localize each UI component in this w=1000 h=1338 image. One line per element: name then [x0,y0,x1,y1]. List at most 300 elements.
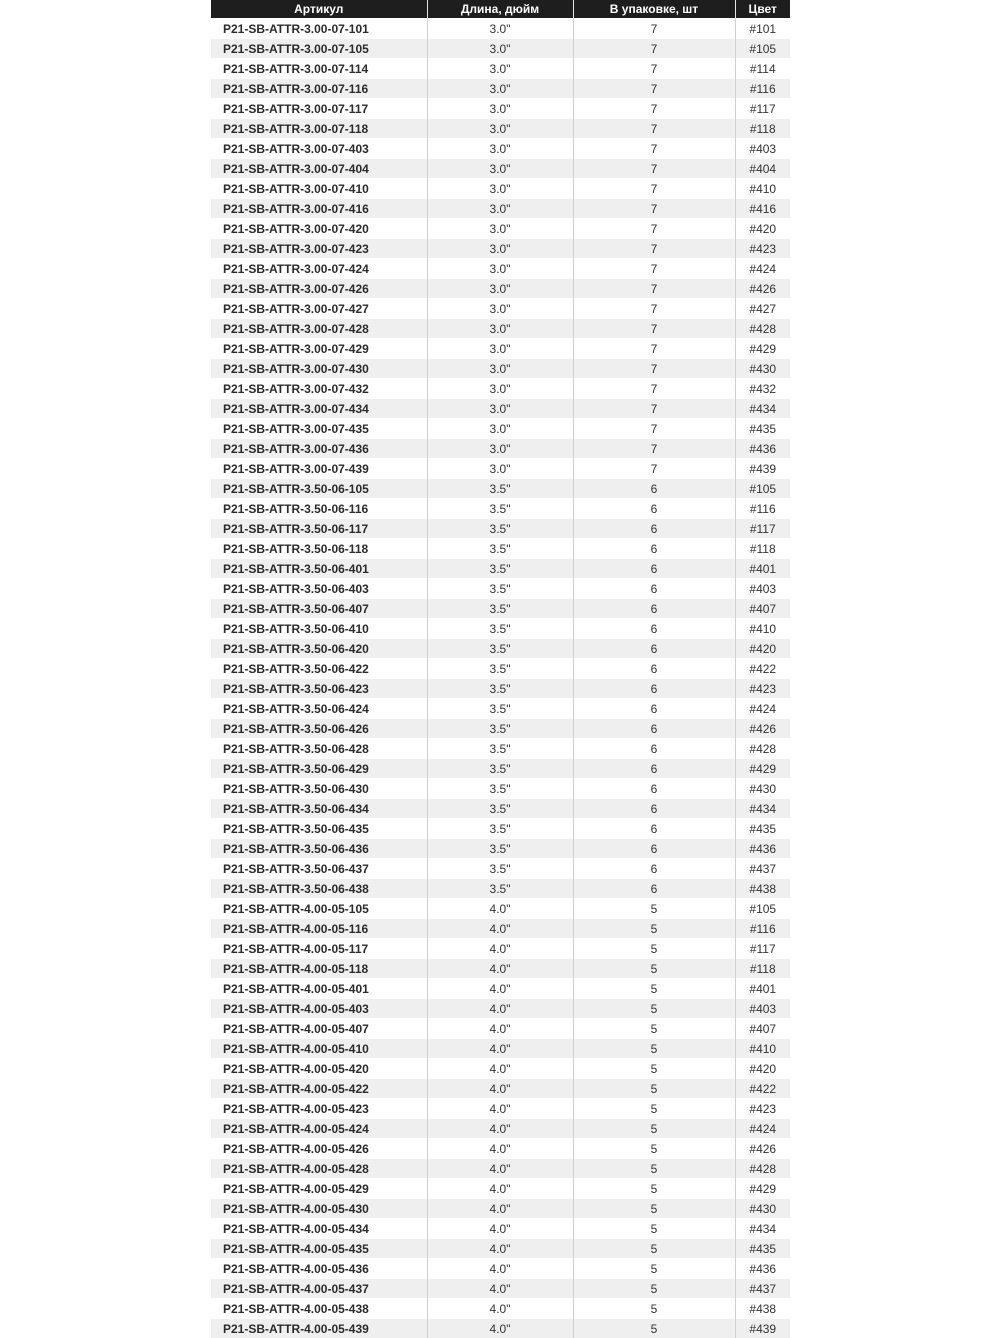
cell-pack-quantity: 5 [573,1059,735,1079]
table-row [211,159,790,179]
cell-pack-quantity: 6 [573,759,735,779]
cell-color: #401 [735,559,790,579]
cell-length: 3.5" [427,799,573,819]
cell-sku: P21-SB-ATTR-3.50-06-429 [211,759,427,779]
cell-pack-quantity: 7 [573,439,735,459]
table-row [211,539,790,559]
cell-color: #420 [735,219,790,239]
cell-sku: P21-SB-ATTR-3.00-07-114 [211,59,427,79]
table-row [211,1059,790,1079]
table-row [211,659,790,679]
table-row [211,239,790,259]
table-row [211,799,790,819]
cell-length: 4.0" [427,1159,573,1179]
cell-sku: P21-SB-ATTR-4.00-05-430 [211,1199,427,1219]
cell-color: #426 [735,1139,790,1159]
cell-pack-quantity: 7 [573,219,735,239]
table-row [211,839,790,859]
cell-pack-quantity: 7 [573,339,735,359]
table-row [211,999,790,1019]
table-row [211,759,790,779]
cell-pack-quantity: 5 [573,1179,735,1199]
cell-pack-quantity: 7 [573,19,735,39]
table-row [211,1319,790,1338]
cell-sku: P21-SB-ATTR-3.00-07-436 [211,439,427,459]
cell-color: #410 [735,179,790,199]
cell-sku: P21-SB-ATTR-3.00-07-427 [211,299,427,319]
cell-sku: P21-SB-ATTR-3.50-06-426 [211,719,427,739]
cell-length: 3.0" [427,279,573,299]
table-row [211,319,790,339]
cell-sku: P21-SB-ATTR-3.00-07-105 [211,39,427,59]
cell-color: #434 [735,1219,790,1239]
cell-length: 3.5" [427,539,573,559]
cell-pack-quantity: 7 [573,459,735,479]
cell-pack-quantity: 6 [573,699,735,719]
cell-length: 3.5" [427,479,573,499]
cell-length: 3.5" [427,499,573,519]
cell-pack-quantity: 7 [573,399,735,419]
cell-length: 4.0" [427,1099,573,1119]
table-row [211,599,790,619]
table-row [211,439,790,459]
cell-color: #117 [735,519,790,539]
table-row [211,939,790,959]
cell-sku: P21-SB-ATTR-4.00-05-403 [211,999,427,1019]
cell-length: 3.5" [427,779,573,799]
cell-pack-quantity: 5 [573,1039,735,1059]
cell-length: 3.0" [427,339,573,359]
table-row [211,79,790,99]
cell-length: 3.0" [427,439,573,459]
cell-color: #426 [735,719,790,739]
table-row [211,59,790,79]
cell-length: 3.5" [427,679,573,699]
cell-sku: P21-SB-ATTR-3.50-06-424 [211,699,427,719]
table-row [211,39,790,59]
cell-color: #436 [735,439,790,459]
table-row [211,179,790,199]
cell-sku: P21-SB-ATTR-3.00-07-426 [211,279,427,299]
cell-length: 3.0" [427,379,573,399]
table-row [211,559,790,579]
cell-sku: P21-SB-ATTR-3.50-06-430 [211,779,427,799]
cell-length: 3.5" [427,739,573,759]
cell-length: 4.0" [427,959,573,979]
cell-pack-quantity: 7 [573,139,735,159]
cell-sku: P21-SB-ATTR-4.00-05-422 [211,1079,427,1099]
cell-length: 3.0" [427,159,573,179]
cell-pack-quantity: 6 [573,799,735,819]
cell-color: #407 [735,599,790,619]
cell-sku: P21-SB-ATTR-4.00-05-401 [211,979,427,999]
cell-color: #437 [735,859,790,879]
cell-sku: P21-SB-ATTR-3.50-06-420 [211,639,427,659]
cell-pack-quantity: 5 [573,1259,735,1279]
table-row [211,499,790,519]
cell-length: 4.0" [427,1059,573,1079]
cell-color: #430 [735,359,790,379]
cell-length: 3.0" [427,259,573,279]
cell-length: 3.0" [427,139,573,159]
table-row [211,1039,790,1059]
cell-sku: P21-SB-ATTR-3.50-06-105 [211,479,427,499]
cell-length: 4.0" [427,939,573,959]
cell-sku: P21-SB-ATTR-3.00-07-101 [211,19,427,39]
table-row [211,1299,790,1319]
table-row [211,419,790,439]
cell-length: 3.5" [427,519,573,539]
cell-sku: P21-SB-ATTR-3.50-06-407 [211,599,427,619]
cell-length: 4.0" [427,1259,573,1279]
cell-sku: P21-SB-ATTR-3.50-06-436 [211,839,427,859]
table-row [211,459,790,479]
cell-length: 4.0" [427,979,573,999]
cell-color: #423 [735,239,790,259]
cell-sku: P21-SB-ATTR-4.00-05-428 [211,1159,427,1179]
cell-pack-quantity: 5 [573,1079,735,1099]
product-table-container [211,0,790,1338]
cell-length: 3.0" [427,399,573,419]
cell-color: #426 [735,279,790,299]
cell-color: #424 [735,259,790,279]
cell-length: 4.0" [427,1219,573,1239]
cell-length: 3.0" [427,99,573,119]
cell-color: #105 [735,899,790,919]
table-row [211,199,790,219]
table-row [211,99,790,119]
cell-sku: P21-SB-ATTR-3.00-07-118 [211,119,427,139]
cell-color: #436 [735,1259,790,1279]
table-row [211,219,790,239]
table-row [211,359,790,379]
cell-pack-quantity: 7 [573,379,735,399]
cell-length: 3.5" [427,599,573,619]
cell-pack-quantity: 5 [573,959,735,979]
table-row [211,899,790,919]
cell-sku: P21-SB-ATTR-3.50-06-422 [211,659,427,679]
cell-color: #434 [735,799,790,819]
cell-sku: P21-SB-ATTR-4.00-05-410 [211,1039,427,1059]
cell-color: #428 [735,1159,790,1179]
cell-color: #424 [735,1119,790,1139]
cell-color: #424 [735,699,790,719]
cell-sku: P21-SB-ATTR-4.00-05-420 [211,1059,427,1079]
cell-sku: P21-SB-ATTR-3.00-07-435 [211,419,427,439]
cell-color: #116 [735,79,790,99]
cell-sku: P21-SB-ATTR-4.00-05-437 [211,1279,427,1299]
cell-pack-quantity: 5 [573,899,735,919]
cell-color: #403 [735,579,790,599]
cell-color: #404 [735,159,790,179]
cell-sku: P21-SB-ATTR-3.00-07-420 [211,219,427,239]
cell-sku: P21-SB-ATTR-3.00-07-423 [211,239,427,259]
cell-length: 3.0" [427,119,573,139]
cell-pack-quantity: 6 [573,619,735,639]
cell-pack-quantity: 5 [573,1019,735,1039]
cell-color: #416 [735,199,790,219]
table-row [211,1119,790,1139]
cell-pack-quantity: 7 [573,59,735,79]
cell-color: #410 [735,619,790,639]
cell-color: #429 [735,759,790,779]
table-row [211,579,790,599]
cell-pack-quantity: 5 [573,979,735,999]
cell-color: #118 [735,539,790,559]
cell-sku: P21-SB-ATTR-4.00-05-434 [211,1219,427,1239]
cell-length: 4.0" [427,1019,573,1039]
cell-sku: P21-SB-ATTR-3.00-07-439 [211,459,427,479]
cell-sku: P21-SB-ATTR-3.00-07-403 [211,139,427,159]
cell-pack-quantity: 5 [573,1099,735,1119]
cell-length: 3.0" [427,79,573,99]
table-row [211,959,790,979]
cell-sku: P21-SB-ATTR-4.00-05-117 [211,939,427,959]
cell-length: 3.0" [427,419,573,439]
cell-pack-quantity: 6 [573,519,735,539]
cell-color: #420 [735,1059,790,1079]
cell-length: 3.0" [427,39,573,59]
cell-length: 3.0" [427,319,573,339]
cell-pack-quantity: 6 [573,639,735,659]
cell-length: 3.5" [427,699,573,719]
cell-color: #410 [735,1039,790,1059]
table-row [211,519,790,539]
cell-pack-quantity: 5 [573,1159,735,1179]
table-row [211,979,790,999]
cell-color: #434 [735,399,790,419]
cell-pack-quantity: 7 [573,179,735,199]
cell-length: 3.5" [427,659,573,679]
cell-length: 3.0" [427,199,573,219]
table-row [211,399,790,419]
cell-sku: P21-SB-ATTR-4.00-05-435 [211,1239,427,1259]
cell-sku: P21-SB-ATTR-3.50-06-401 [211,559,427,579]
cell-pack-quantity: 5 [573,1219,735,1239]
cell-pack-quantity: 6 [573,579,735,599]
cell-pack-quantity: 7 [573,39,735,59]
cell-sku: P21-SB-ATTR-4.00-05-424 [211,1119,427,1139]
cell-length: 4.0" [427,1179,573,1199]
cell-color: #437 [735,1279,790,1299]
cell-sku: P21-SB-ATTR-3.50-06-434 [211,799,427,819]
cell-pack-quantity: 5 [573,919,735,939]
cell-color: #439 [735,459,790,479]
table-row [211,859,790,879]
table-row [211,879,790,899]
cell-length: 3.0" [427,59,573,79]
cell-length: 3.5" [427,759,573,779]
cell-length: 3.5" [427,819,573,839]
cell-color: #116 [735,499,790,519]
cell-color: #118 [735,119,790,139]
cell-sku: P21-SB-ATTR-3.50-06-403 [211,579,427,599]
cell-pack-quantity: 5 [573,1279,735,1299]
table-header [211,0,790,19]
cell-color: #114 [735,59,790,79]
cell-length: 4.0" [427,1119,573,1139]
cell-length: 3.5" [427,879,573,899]
table-row [211,19,790,39]
cell-length: 4.0" [427,1139,573,1159]
cell-length: 4.0" [427,1299,573,1319]
table-row [211,379,790,399]
cell-color: #428 [735,739,790,759]
cell-length: 3.0" [427,219,573,239]
cell-color: #432 [735,379,790,399]
table-row [211,739,790,759]
cell-color: #105 [735,479,790,499]
cell-sku: P21-SB-ATTR-3.00-07-432 [211,379,427,399]
cell-color: #428 [735,319,790,339]
cell-color: #430 [735,779,790,799]
cell-sku: P21-SB-ATTR-3.00-07-429 [211,339,427,359]
cell-pack-quantity: 6 [573,859,735,879]
cell-length: 4.0" [427,1239,573,1259]
cell-pack-quantity: 7 [573,239,735,259]
cell-color: #422 [735,659,790,679]
cell-pack-quantity: 5 [573,1239,735,1259]
product-table [211,0,790,1338]
cell-length: 3.0" [427,239,573,259]
cell-color: #401 [735,979,790,999]
table-row [211,679,790,699]
cell-pack-quantity: 6 [573,659,735,679]
cell-length: 3.5" [427,639,573,659]
cell-sku: P21-SB-ATTR-4.00-05-118 [211,959,427,979]
table-row [211,779,790,799]
table-row [211,339,790,359]
cell-sku: P21-SB-ATTR-3.50-06-118 [211,539,427,559]
cell-color: #436 [735,839,790,859]
cell-sku: P21-SB-ATTR-4.00-05-407 [211,1019,427,1039]
cell-pack-quantity: 7 [573,159,735,179]
cell-length: 3.0" [427,459,573,479]
cell-length: 4.0" [427,1079,573,1099]
table-row [211,1079,790,1099]
cell-length: 3.0" [427,179,573,199]
cell-sku: P21-SB-ATTR-3.50-06-423 [211,679,427,699]
cell-length: 3.5" [427,579,573,599]
cell-pack-quantity: 7 [573,279,735,299]
cell-length: 3.5" [427,719,573,739]
cell-color: #435 [735,1239,790,1259]
cell-pack-quantity: 5 [573,1299,735,1319]
header-length: Длина, дюйм [427,0,573,19]
cell-color: #403 [735,999,790,1019]
cell-length: 4.0" [427,899,573,919]
cell-pack-quantity: 6 [573,839,735,859]
table-row [211,299,790,319]
table-row [211,479,790,499]
header-row [211,0,790,19]
cell-sku: P21-SB-ATTR-4.00-05-423 [211,1099,427,1119]
cell-sku: P21-SB-ATTR-3.00-07-434 [211,399,427,419]
table-row [211,1099,790,1119]
cell-length: 4.0" [427,919,573,939]
cell-pack-quantity: 6 [573,599,735,619]
cell-color: #101 [735,19,790,39]
cell-color: #117 [735,939,790,959]
cell-pack-quantity: 5 [573,999,735,1019]
cell-length: 3.5" [427,619,573,639]
cell-sku: P21-SB-ATTR-3.00-07-404 [211,159,427,179]
cell-sku: P21-SB-ATTR-4.00-05-105 [211,899,427,919]
table-row [211,139,790,159]
cell-sku: P21-SB-ATTR-3.00-07-428 [211,319,427,339]
cell-sku: P21-SB-ATTR-3.50-06-116 [211,499,427,519]
cell-pack-quantity: 6 [573,779,735,799]
cell-length: 3.0" [427,299,573,319]
table-row [211,1199,790,1219]
cell-color: #429 [735,1179,790,1199]
cell-color: #429 [735,339,790,359]
cell-length: 4.0" [427,1319,573,1338]
cell-length: 4.0" [427,1199,573,1219]
cell-color: #407 [735,1019,790,1039]
cell-pack-quantity: 6 [573,479,735,499]
cell-pack-quantity: 7 [573,79,735,99]
cell-pack-quantity: 6 [573,739,735,759]
cell-color: #435 [735,819,790,839]
cell-pack-quantity: 5 [573,1319,735,1338]
cell-pack-quantity: 5 [573,939,735,959]
cell-length: 4.0" [427,1039,573,1059]
cell-sku: P21-SB-ATTR-3.50-06-428 [211,739,427,759]
cell-color: #420 [735,639,790,659]
cell-pack-quantity: 7 [573,259,735,279]
cell-pack-quantity: 5 [573,1139,735,1159]
cell-color: #116 [735,919,790,939]
cell-sku: P21-SB-ATTR-3.00-07-424 [211,259,427,279]
table-row [211,1139,790,1159]
table-row [211,699,790,719]
cell-pack-quantity: 7 [573,419,735,439]
cell-pack-quantity: 7 [573,119,735,139]
table-row [211,639,790,659]
table-row [211,919,790,939]
cell-pack-quantity: 7 [573,99,735,119]
table-row [211,1219,790,1239]
cell-pack-quantity: 6 [573,679,735,699]
cell-color: #105 [735,39,790,59]
cell-color: #423 [735,1099,790,1119]
table-row [211,719,790,739]
cell-sku: P21-SB-ATTR-4.00-05-429 [211,1179,427,1199]
cell-length: 3.5" [427,859,573,879]
cell-sku: P21-SB-ATTR-3.00-07-116 [211,79,427,99]
cell-color: #439 [735,1319,790,1338]
header-color: Цвет [735,0,790,19]
cell-color: #435 [735,419,790,439]
cell-pack-quantity: 6 [573,499,735,519]
cell-length: 4.0" [427,1279,573,1299]
header-sku: Артикул [211,0,427,19]
table-row [211,1179,790,1199]
cell-color: #118 [735,959,790,979]
cell-sku: P21-SB-ATTR-3.50-06-410 [211,619,427,639]
cell-pack-quantity: 6 [573,559,735,579]
cell-sku: P21-SB-ATTR-4.00-05-439 [211,1319,427,1338]
cell-pack-quantity: 7 [573,299,735,319]
cell-pack-quantity: 5 [573,1119,735,1139]
cell-pack-quantity: 5 [573,1199,735,1219]
table-row [211,119,790,139]
cell-pack-quantity: 6 [573,719,735,739]
cell-sku: P21-SB-ATTR-4.00-05-438 [211,1299,427,1319]
cell-sku: P21-SB-ATTR-4.00-05-116 [211,919,427,939]
cell-sku: P21-SB-ATTR-3.50-06-437 [211,859,427,879]
